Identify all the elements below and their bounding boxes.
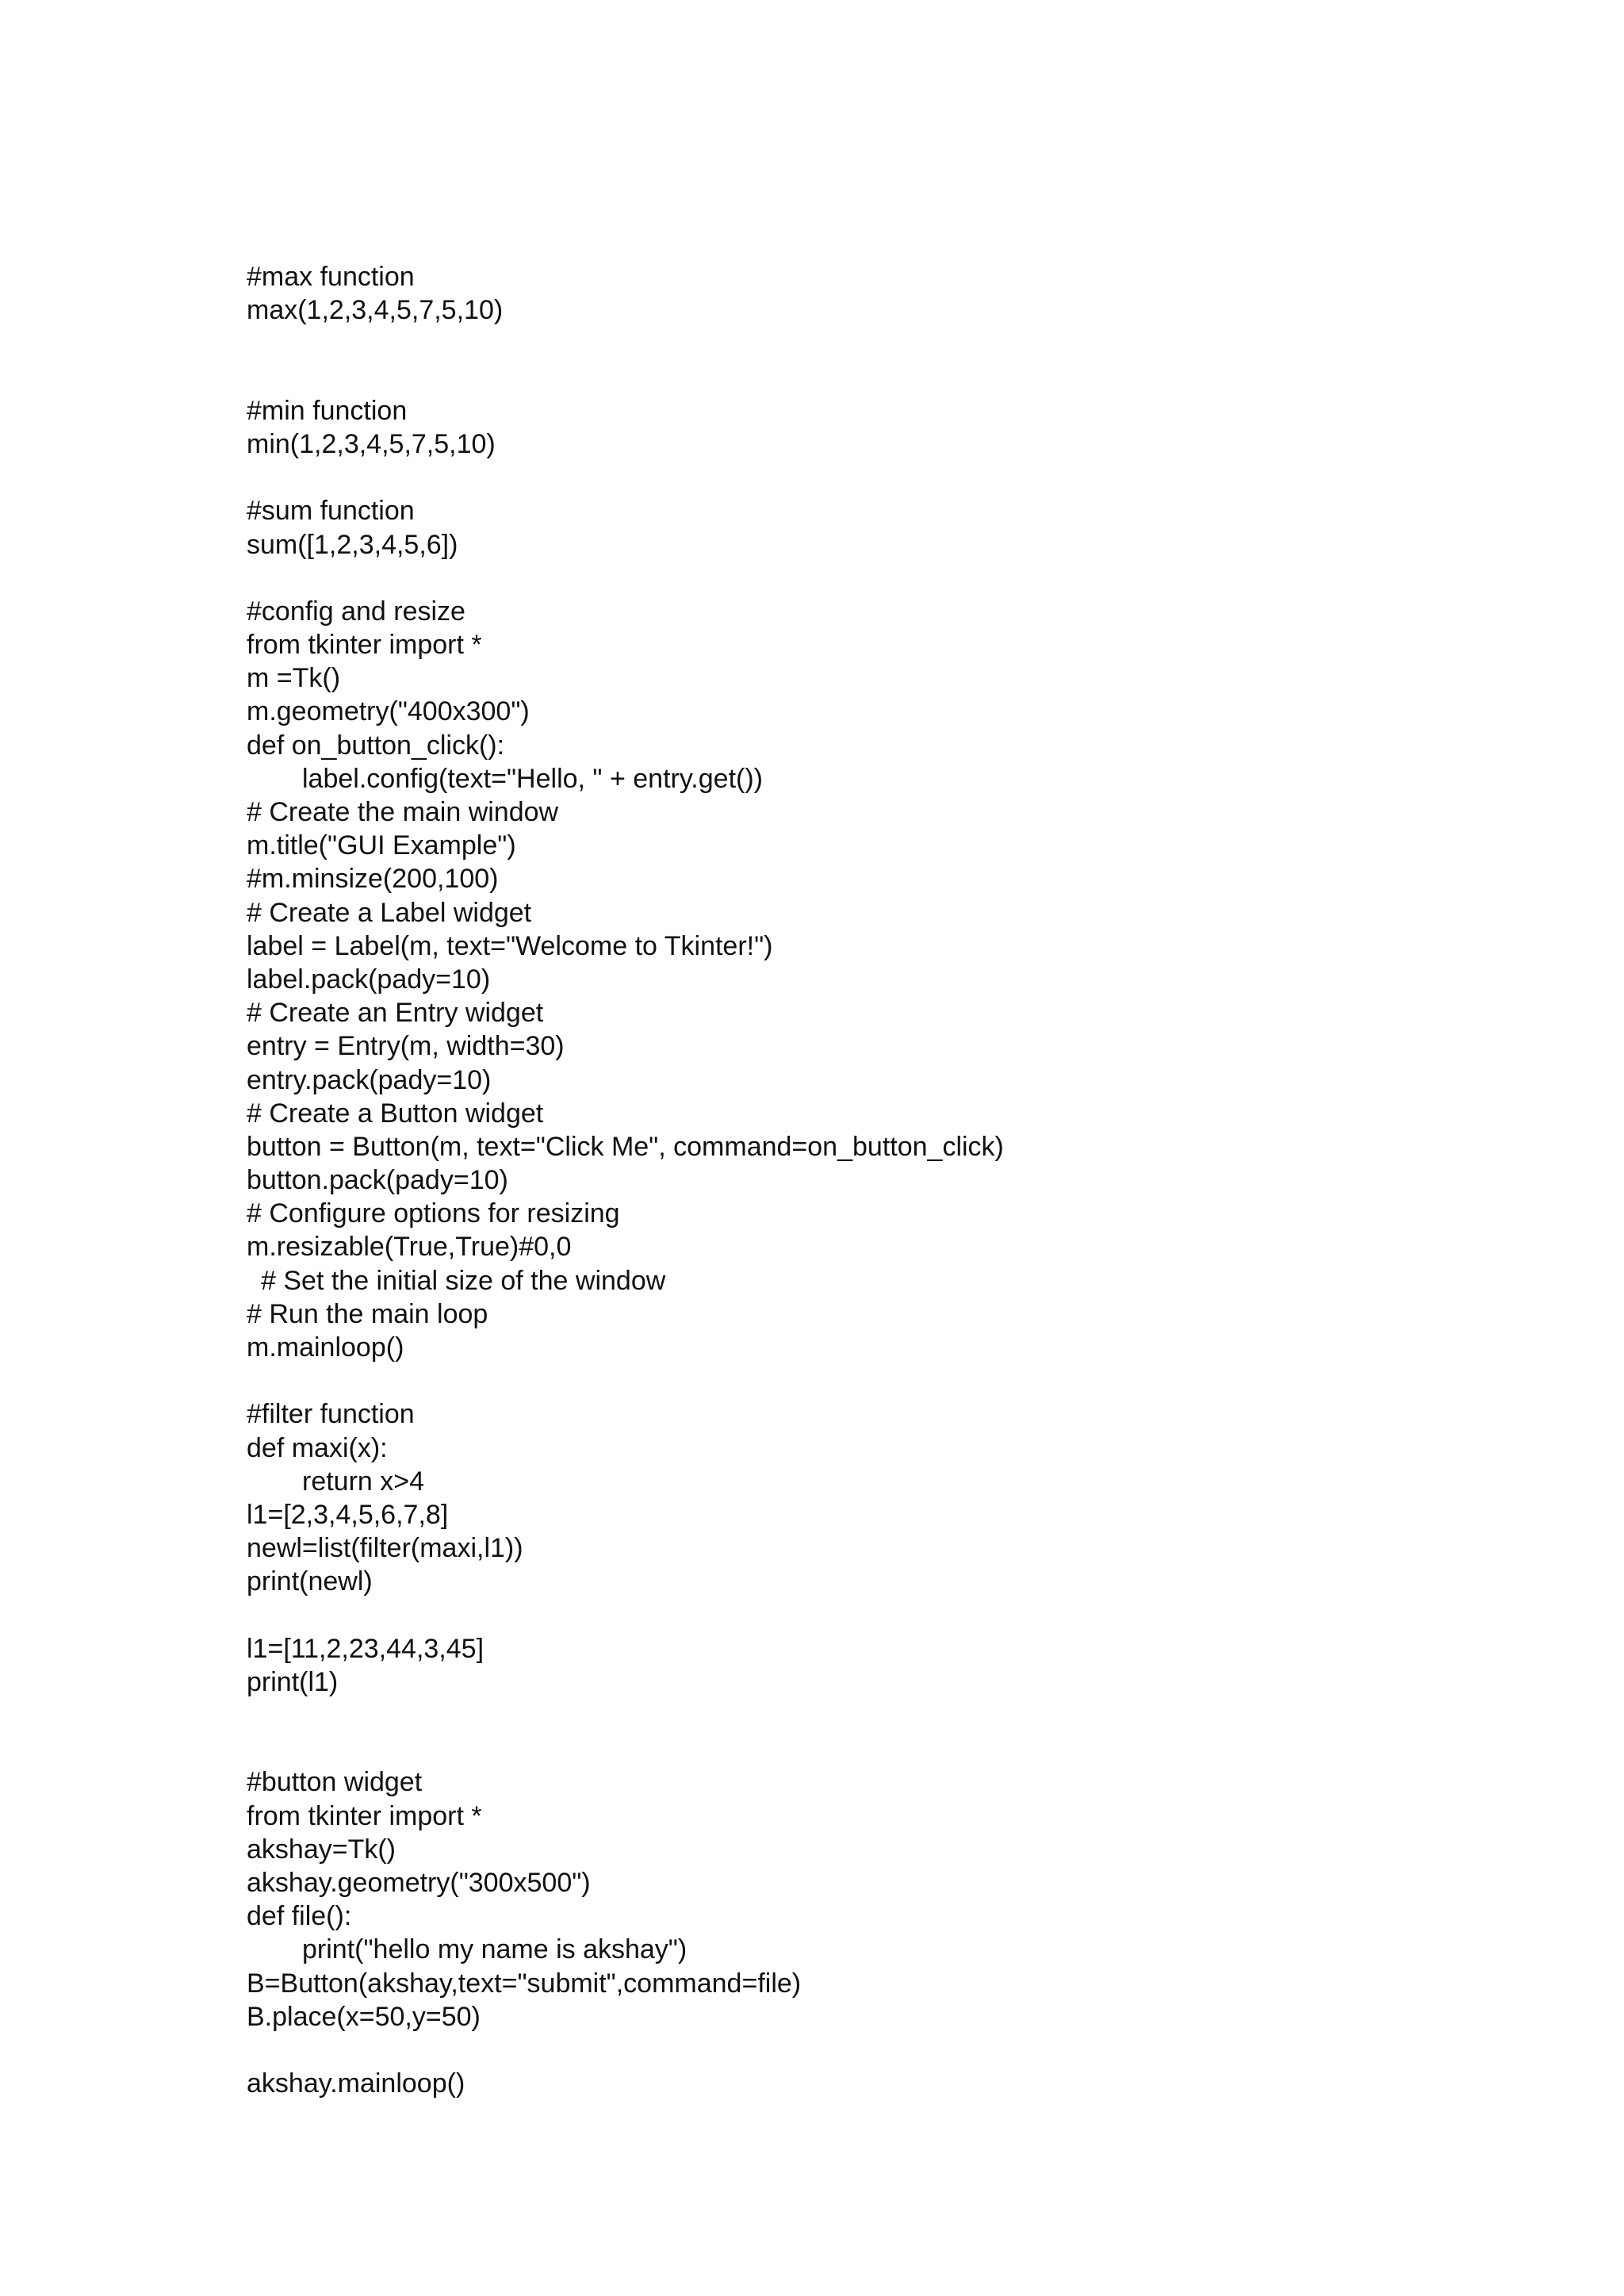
code-line: # Create the main window xyxy=(247,797,559,827)
code-line: #sum function xyxy=(247,496,415,527)
code-line: print(newl) xyxy=(247,1566,373,1597)
blank-line xyxy=(247,562,1515,595)
code-line: # Create a Button widget xyxy=(247,1098,544,1129)
code-line: # Run the main loop xyxy=(247,1298,488,1329)
code-line: m.geometry("400x300") xyxy=(247,696,530,727)
code-line: from tkinter import * xyxy=(247,1800,482,1831)
blank-line xyxy=(247,1364,1515,1397)
blank-line xyxy=(247,2033,1515,2067)
code-line: m =Tk() xyxy=(247,663,341,694)
code-line: #config and resize xyxy=(247,596,465,627)
code-line: button = Button(m, text="Click Me", command=on_button_click) xyxy=(247,1131,1004,1162)
code-line: entry = Entry(m, width=30) xyxy=(247,1031,565,1062)
code-line: print("hello my name is akshay") xyxy=(302,1934,688,1965)
code-line: def file(): xyxy=(247,1901,352,1932)
code-listing xyxy=(247,260,1515,2100)
code-line: akshay.mainloop() xyxy=(247,2068,465,2099)
code-line: def maxi(x): xyxy=(247,1432,388,1463)
code-line: # Create an Entry widget xyxy=(247,998,544,1029)
code-line: label.config(text="Hello, " + entry.get()) xyxy=(302,763,763,794)
code-line: #m.minsize(200,100) xyxy=(247,864,499,895)
code-line: l1=[11,2,23,44,3,45] xyxy=(247,1633,485,1664)
code-line: # Configure options for resizing xyxy=(247,1198,620,1229)
blank-line xyxy=(247,1732,1515,1765)
blank-line xyxy=(247,1599,1515,1632)
code-line: def on_button_click(): xyxy=(247,730,505,761)
code-line: m.title("GUI Example") xyxy=(247,830,516,861)
code-line: #min function xyxy=(247,395,408,426)
code-line: # Set the initial size of the window xyxy=(261,1265,666,1296)
code-line: # Create a Label widget xyxy=(247,897,532,928)
code-line: #filter function xyxy=(247,1399,415,1430)
code-line: newl=list(filter(maxi,l1)) xyxy=(247,1533,523,1564)
code-line: akshay.geometry("300x500") xyxy=(247,1868,591,1898)
code-line: label = Label(m, text="Welcome to Tkinter!") xyxy=(247,930,773,961)
code-line: max(1,2,3,4,5,7,5,10) xyxy=(247,295,504,326)
code-line: return x>4 xyxy=(302,1466,425,1497)
code-line: from tkinter import * xyxy=(247,630,482,661)
blank-line xyxy=(247,1699,1515,1732)
code-line: sum([1,2,3,4,5,6]) xyxy=(247,529,458,560)
code-line: m.resizable(True,True)#0,0 xyxy=(247,1232,572,1263)
code-line: akshay=Tk() xyxy=(247,1834,396,1865)
code-line: print(l1) xyxy=(247,1666,339,1697)
code-line: l1=[2,3,4,5,6,7,8] xyxy=(247,1499,449,1530)
code-line: B=Button(akshay,text="submit",command=file) xyxy=(247,1968,802,1999)
code-line: m.mainloop() xyxy=(247,1332,404,1363)
code-line: button.pack(pady=10) xyxy=(247,1165,508,1196)
code-line: #button widget xyxy=(247,1767,423,1798)
code-line: B.place(x=50,y=50) xyxy=(247,2001,481,2032)
blank-line xyxy=(247,461,1515,494)
code-line: min(1,2,3,4,5,7,5,10) xyxy=(247,428,496,459)
code-line: entry.pack(pady=10) xyxy=(247,1064,492,1095)
code-line: label.pack(pady=10) xyxy=(247,964,491,995)
code-line: #max function xyxy=(247,262,415,292)
blank-line xyxy=(247,361,1515,394)
blank-line xyxy=(247,327,1515,360)
